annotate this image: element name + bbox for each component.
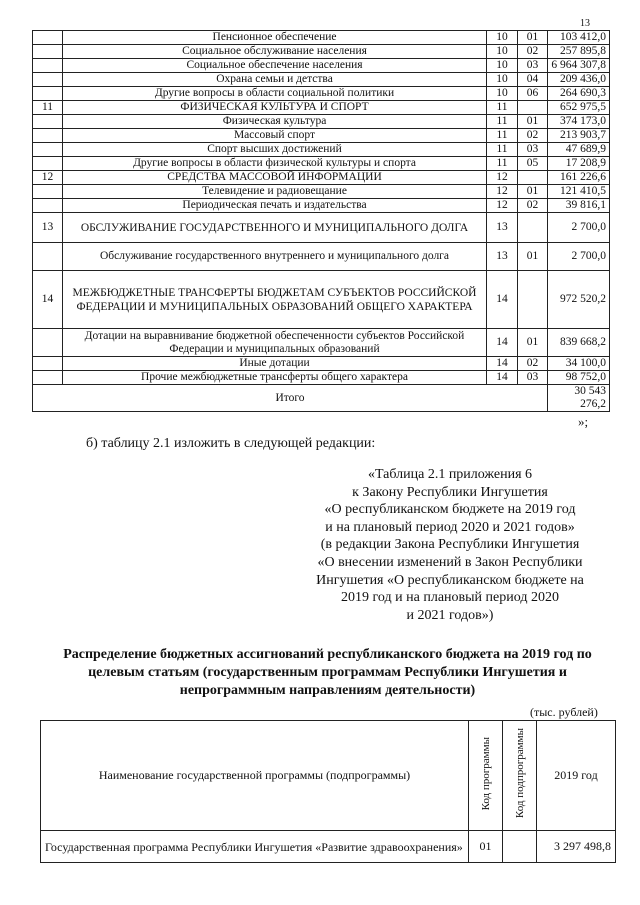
- table-row: [33, 101, 610, 115]
- caption-line: и 2021 годов»): [406, 607, 494, 623]
- row-section-code: 13: [487, 243, 518, 271]
- header-year: 2019 год: [537, 721, 616, 831]
- row-section-code: 14: [487, 371, 518, 385]
- row-section-code: 10: [487, 31, 518, 45]
- row-amount: 17 208,9: [548, 157, 610, 171]
- row-subsection-code: 03: [518, 371, 548, 385]
- table-row: [33, 213, 610, 243]
- row-subsection-code: 02: [518, 45, 548, 59]
- row-section-code: 11: [487, 129, 518, 143]
- program-table-header: [41, 721, 616, 831]
- row-section-code: 11: [487, 115, 518, 129]
- row-number: [33, 129, 63, 143]
- row-section-code: 14: [487, 357, 518, 371]
- table-row: [33, 143, 610, 157]
- header-program-name: Наименование государственной программы (подпрограммы): [41, 721, 469, 831]
- subprogram-code: [503, 831, 537, 863]
- row-subsection-code: 01: [518, 185, 548, 199]
- row-subsection-code: 05: [518, 157, 548, 171]
- row-subsection-code: 03: [518, 59, 548, 73]
- row-subsection-code: 01: [518, 243, 548, 271]
- row-name: Социальное обслуживание населения: [63, 45, 487, 59]
- total-label: Итого: [33, 385, 548, 412]
- row-name: ОБСЛУЖИВАНИЕ ГОСУДАРСТВЕННОГО И МУНИЦИПАЛЬНОГО ДОЛГА: [63, 213, 487, 243]
- row-amount: 6 964 307,8: [548, 59, 610, 73]
- row-name: Иные дотации: [63, 357, 487, 371]
- row-subsection-code: 04: [518, 73, 548, 87]
- closing-quote: »;: [578, 414, 589, 429]
- caption-line: «О внесении изменений в Закон Республики: [317, 554, 583, 570]
- row-name: Спорт высших достижений: [63, 143, 487, 157]
- row-section-code: 12: [487, 199, 518, 213]
- row-amount: 47 689,9: [548, 143, 610, 157]
- table-row: [33, 59, 610, 73]
- row-section-code: 14: [487, 271, 518, 329]
- row-name: Физическая культура: [63, 115, 487, 129]
- caption-line: 2019 год и на плановый период 2020: [341, 590, 559, 606]
- budget-table: [32, 30, 610, 412]
- row-amount: 121 410,5: [548, 185, 610, 199]
- table-row: [33, 371, 610, 385]
- row-name: Охрана семьи и детства: [63, 73, 487, 87]
- table-row: [33, 115, 610, 129]
- row-name: ФИЗИЧЕСКАЯ КУЛЬТУРА И СПОРТ: [63, 101, 487, 115]
- row-subsection-code: 01: [518, 329, 548, 357]
- row-subsection-code: 03: [518, 143, 548, 157]
- caption-line: «О республиканском бюджете на 2019 год: [324, 502, 576, 518]
- row-amount: 257 895,8: [548, 45, 610, 59]
- row-number: [33, 31, 63, 45]
- row-name: Другие вопросы в области физической культуры и спорта: [63, 157, 487, 171]
- row-amount: 2 700,0: [548, 243, 610, 271]
- row-name: Периодическая печать и издательства: [63, 199, 487, 213]
- total-row: [33, 385, 610, 412]
- table-row: [33, 329, 610, 357]
- row-number: 12: [33, 171, 63, 185]
- row-amount: 374 173,0: [548, 115, 610, 129]
- caption-line: к Закону Республики Ингушетия: [352, 484, 548, 500]
- row-number: [33, 87, 63, 101]
- row-number: [33, 357, 63, 371]
- row-amount: 839 668,2: [548, 329, 610, 357]
- row-amount: 161 226,6: [548, 171, 610, 185]
- caption-line: и на плановый период 2020 и 2021 годов»: [325, 519, 575, 535]
- table-row: [33, 171, 610, 185]
- header-program-code: Код программы: [479, 736, 492, 811]
- row-subsection-code: 02: [518, 199, 548, 213]
- program-table: [40, 720, 616, 863]
- row-name: МЕЖБЮДЖЕТНЫЕ ТРАНСФЕРТЫ БЮДЖЕТАМ СУБЪЕКТОВ РОССИЙСКОЙ ФЕДЕРАЦИИ И МУНИЦИПАЛЬНЫХ ОБРАЗОВАНИЙ ОБЩЕГО ХАРАКТЕРА: [63, 271, 487, 329]
- caption-line: (в редакции Закона Республики Ингушетия: [320, 537, 580, 553]
- row-amount: 264 690,3: [548, 87, 610, 101]
- row-number: [33, 329, 63, 357]
- row-section-code: 13: [487, 213, 518, 243]
- row-number: 13: [33, 213, 63, 243]
- row-name: Пенсионное обеспечение: [63, 31, 487, 45]
- caption-line: Ингушетия «О республиканском бюджете на: [316, 572, 584, 588]
- intro-text: б) таблицу 2.1 изложить в следующей редакции:: [86, 436, 376, 451]
- row-section-code: 10: [487, 87, 518, 101]
- row-section-code: 12: [487, 171, 518, 185]
- row-amount: 2 700,0: [548, 213, 610, 243]
- row-section-code: 12: [487, 185, 518, 199]
- row-number: [33, 371, 63, 385]
- row-subsection-code: 02: [518, 129, 548, 143]
- row-amount: 213 903,7: [548, 129, 610, 143]
- row-number: [33, 115, 63, 129]
- row-name: Социальное обеспечение населения: [63, 59, 487, 73]
- row-name: Массовый спорт: [63, 129, 487, 143]
- header-subprogram-code: Код подпрограммы: [513, 728, 526, 819]
- row-amount: 39 816,1: [548, 199, 610, 213]
- table-row: [33, 129, 610, 143]
- table-row: [41, 831, 616, 863]
- row-amount: 103 412,0: [548, 31, 610, 45]
- unit-label: (тыс. рублей): [530, 705, 598, 719]
- row-amount: 972 520,2: [548, 271, 610, 329]
- section-heading: Распределение бюджетных ассигнований республиканского бюджета на 2019 год по целевым статьям (государственным программам Республики Ингушетия и непрограммным направлениям деятельности): [63, 647, 592, 698]
- program-name: Государственная программа Республики Ингушетия «Развитие здравоохранения»: [41, 831, 469, 863]
- program-amount: 3 297 498,8: [537, 831, 616, 863]
- row-amount: 98 752,0: [548, 371, 610, 385]
- row-number: [33, 243, 63, 271]
- table-row: [33, 87, 610, 101]
- row-name: Прочие межбюджетные трансферты общего характера: [63, 371, 487, 385]
- row-number: [33, 45, 63, 59]
- program-code: 01: [469, 831, 503, 863]
- row-subsection-code: [518, 101, 548, 115]
- row-name: Другие вопросы в области социальной политики: [63, 87, 487, 101]
- row-number: [33, 185, 63, 199]
- row-amount: 652 975,5: [548, 101, 610, 115]
- row-number: [33, 157, 63, 171]
- row-subsection-code: [518, 271, 548, 329]
- table-row: [33, 199, 610, 213]
- table-row: [33, 357, 610, 371]
- row-name: Дотации на выравнивание бюджетной обеспеченности субъектов Российской Федерации и муниципальных образований: [63, 329, 487, 357]
- row-amount: 34 100,0: [548, 357, 610, 371]
- row-number: [33, 199, 63, 213]
- row-subsection-code: 06: [518, 87, 548, 101]
- row-section-code: 14: [487, 329, 518, 357]
- table-row: [33, 73, 610, 87]
- row-section-code: 10: [487, 59, 518, 73]
- row-section-code: 11: [487, 157, 518, 171]
- row-subsection-code: 01: [518, 115, 548, 129]
- table-caption: [290, 466, 610, 624]
- row-number: [33, 59, 63, 73]
- row-name: Телевидение и радиовещание: [63, 185, 487, 199]
- row-section-code: 11: [487, 143, 518, 157]
- row-subsection-code: [518, 171, 548, 185]
- page-number: 13: [580, 18, 590, 29]
- row-name: Обслуживание государственного внутреннего и муниципального долга: [63, 243, 487, 271]
- row-number: 14: [33, 271, 63, 329]
- table-row: [33, 157, 610, 171]
- row-subsection-code: [518, 213, 548, 243]
- row-section-code: 11: [487, 101, 518, 115]
- caption-line: «Таблица 2.1 приложения 6: [367, 467, 533, 482]
- total-amount: 30 543 276,2: [548, 385, 610, 412]
- table-row: [33, 185, 610, 199]
- table-row: [33, 271, 610, 329]
- table-row: [33, 31, 610, 45]
- row-number: [33, 73, 63, 87]
- table-row: [33, 243, 610, 271]
- row-name: СРЕДСТВА МАССОВОЙ ИНФОРМАЦИИ: [63, 171, 487, 185]
- row-section-code: 10: [487, 73, 518, 87]
- row-amount: 209 436,0: [548, 73, 610, 87]
- row-subsection-code: 02: [518, 357, 548, 371]
- row-number: 11: [33, 101, 63, 115]
- row-number: [33, 143, 63, 157]
- row-subsection-code: 01: [518, 31, 548, 45]
- row-section-code: 10: [487, 45, 518, 59]
- table-row: [33, 45, 610, 59]
